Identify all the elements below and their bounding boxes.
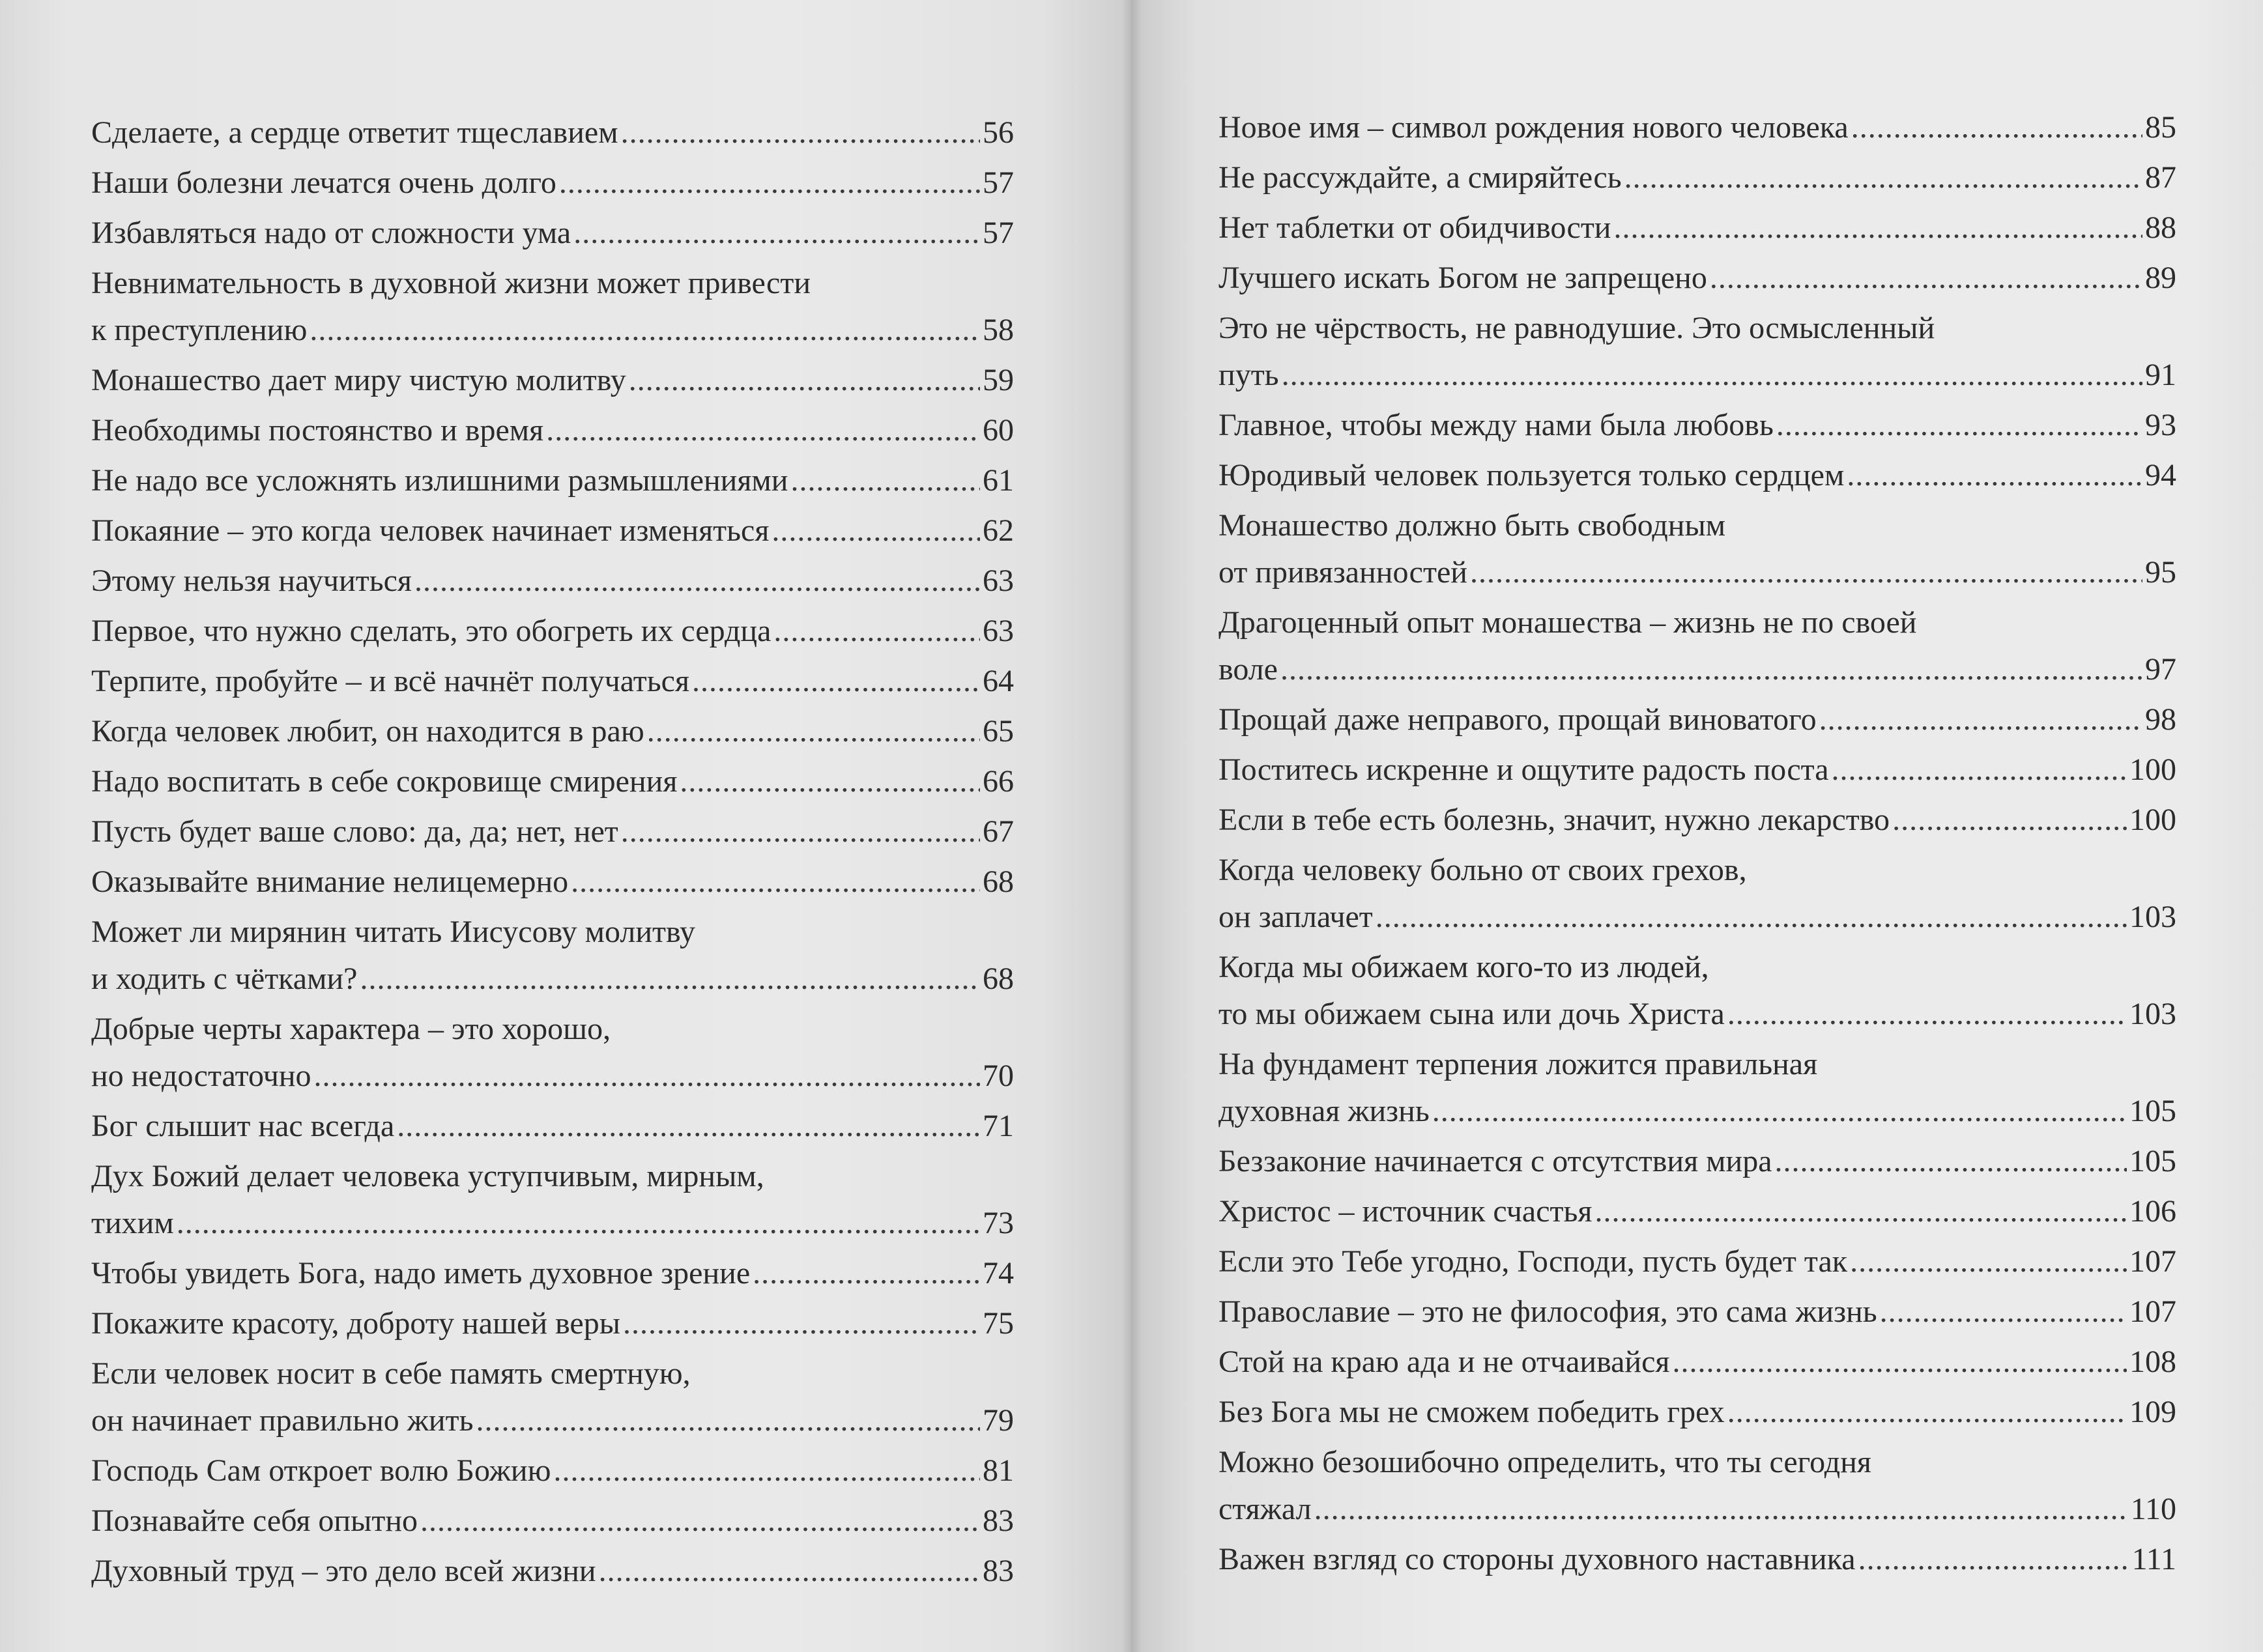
toc-entry-title-line1: Это не чёрствость, не равнодушие. Это осмысленный <box>1218 311 1935 345</box>
dot-leader <box>1819 696 2142 743</box>
toc-entry-page-number: 79 <box>983 1403 1014 1438</box>
toc-entry <box>91 758 1014 805</box>
dot-leader <box>1594 1188 2127 1235</box>
toc-entry-title: Поститесь искренне и ощутите радость поста <box>1218 752 1829 787</box>
toc-entry-page-number: 73 <box>983 1206 1014 1240</box>
toc-entry <box>91 109 1014 156</box>
toc-entry-title: Стой на краю ада и не отчаивайся <box>1218 1345 1670 1379</box>
toc-entry-title-line1: Может ли мирянин читать Иисусову молитву <box>91 915 695 949</box>
toc-entry-title: Покаяние – это когда человек начинает изменяться <box>91 513 770 548</box>
dot-leader <box>1376 894 2127 941</box>
toc-entry-title-line1: На фундамент терпения ложится правильная <box>1218 1047 1818 1081</box>
toc-entry-title: духовная жизнь <box>1218 1094 1430 1128</box>
toc-entry-page-number: 63 <box>983 614 1014 648</box>
toc-entry-page-number: 62 <box>983 513 1014 548</box>
toc-entry <box>91 1250 1014 1297</box>
toc-entry <box>1218 452 2176 499</box>
toc-entry-page-number: 107 <box>2129 1244 2176 1279</box>
toc-entry-page-number: 105 <box>2129 1144 2176 1178</box>
toc-entry <box>91 558 1014 605</box>
toc-entry <box>91 1498 1014 1545</box>
toc-entry <box>1218 1389 2176 1436</box>
toc-entry-page-number: 83 <box>983 1503 1014 1538</box>
toc-entry <box>1218 847 2176 941</box>
toc-entry-row <box>1218 1486 2176 1533</box>
toc-entry-page-number: 70 <box>983 1059 1014 1093</box>
toc-entry-title: Избавляться надо от сложности ума <box>91 216 571 250</box>
toc-entry-page-number: 59 <box>983 363 1014 397</box>
dot-leader <box>680 758 980 805</box>
dot-leader <box>1470 549 2142 596</box>
toc-entry-title-line1: Драгоценный опыт монашества – жизнь не по своей <box>1218 605 1917 640</box>
toc-entry-page-number: 63 <box>983 563 1014 598</box>
toc-entry-title-line1: Можно безошибочно определить, что ты сегодня <box>1218 1445 1871 1479</box>
toc-entry-page-number: 89 <box>2145 261 2176 295</box>
toc-entry-title: Не надо все усложнять излишними размышлениями <box>91 463 788 498</box>
dot-leader <box>1880 1289 2127 1335</box>
toc-entry-page-number: 100 <box>2129 752 2176 787</box>
toc-entry <box>1218 502 2176 596</box>
toc-entry-title: Юродивый человек пользуется только сердцем <box>1218 458 1845 492</box>
dot-leader <box>623 1300 980 1347</box>
toc-entry-title: Этому нельзя научиться <box>91 563 412 598</box>
dot-leader <box>1727 991 2127 1038</box>
dot-leader <box>1314 1486 2128 1533</box>
toc-entry-row <box>91 1200 1014 1247</box>
dot-leader <box>310 307 980 354</box>
dot-leader <box>629 357 980 404</box>
toc-list-left <box>91 109 1014 1598</box>
dot-leader <box>1282 352 2142 399</box>
toc-entry-page-number: 97 <box>2145 652 2176 687</box>
toc-entry-row <box>1218 352 2176 399</box>
toc-entry <box>91 1350 1014 1444</box>
toc-entry <box>91 1006 1014 1100</box>
toc-entry-title: Если это Тебе угодно, Господи, пусть будет так <box>1218 1244 1848 1279</box>
toc-entry <box>1218 1238 2176 1285</box>
dot-leader <box>790 457 980 504</box>
dot-leader <box>771 507 980 554</box>
toc-entry-page-number: 100 <box>2129 803 2176 837</box>
toc-entry <box>91 160 1014 206</box>
book-gutter <box>1122 0 1142 1652</box>
toc-entry-page-number: 56 <box>983 115 1014 150</box>
dot-leader <box>1613 205 2142 251</box>
toc-entry <box>91 708 1014 755</box>
toc-entry-title: Главное, чтобы между нами была любовь <box>1218 408 1774 442</box>
toc-entry-title: Не рассуждайте, а смиряйтесь <box>1218 160 1622 195</box>
toc-entry-title: Надо воспитать в себе сокровище смирения <box>91 764 678 799</box>
toc-entry-page-number: 81 <box>983 1453 1014 1488</box>
toc-entry-page-number: 85 <box>2145 110 2176 145</box>
dot-leader <box>573 210 980 257</box>
toc-entry-row <box>1218 991 2176 1038</box>
dot-leader <box>559 160 980 206</box>
toc-entry <box>91 1300 1014 1347</box>
toc-entry <box>1218 599 2176 693</box>
toc-entry <box>1218 1536 2176 1583</box>
toc-entry <box>1218 402 2176 449</box>
toc-entry <box>91 859 1014 905</box>
toc-entry-page-number: 83 <box>983 1554 1014 1588</box>
toc-entry-page-number: 58 <box>983 313 1014 347</box>
dot-leader <box>414 558 980 605</box>
toc-entry <box>91 210 1014 257</box>
toc-entry <box>91 407 1014 454</box>
toc-entry-row <box>91 307 1014 354</box>
dot-leader <box>1672 1339 2127 1386</box>
toc-entry-title: Бог слышит нас всегда <box>91 1109 395 1143</box>
toc-entry-title: к преступлению <box>91 313 308 347</box>
toc-entry <box>91 1447 1014 1494</box>
toc-list-right <box>1218 104 2176 1586</box>
toc-entry-title: Оказывайте внимание нелицемерно <box>91 864 569 899</box>
dot-leader <box>621 808 980 855</box>
dot-leader <box>476 1397 980 1444</box>
dot-leader <box>397 1103 980 1150</box>
dot-leader <box>1832 747 2127 793</box>
toc-entry <box>1218 255 2176 302</box>
dot-leader <box>1432 1088 2127 1135</box>
toc-entry-title: Важен взгляд со стороны духовного наставника <box>1218 1542 1856 1576</box>
toc-entry-title: Христос – источник счастья <box>1218 1194 1593 1229</box>
toc-entry <box>91 608 1014 655</box>
dot-leader <box>1851 104 2142 151</box>
toc-entry <box>91 808 1014 855</box>
toc-entry-title: Чтобы увидеть Бога, надо иметь духовное зрение <box>91 1256 751 1290</box>
dot-leader <box>1858 1536 2129 1583</box>
toc-entry-row <box>1218 646 2176 693</box>
dot-leader <box>420 1498 980 1545</box>
dot-leader <box>599 1548 980 1595</box>
toc-entry-title: Новое имя – символ рождения нового человека <box>1218 110 1849 145</box>
toc-entry-page-number: 67 <box>983 814 1014 849</box>
toc-entry-title: Если в тебе есть болезнь, значит, нужно лекарство <box>1218 803 1890 837</box>
dot-leader <box>773 608 980 655</box>
toc-entry-page-number: 74 <box>983 1256 1014 1290</box>
dot-leader <box>1776 402 2142 449</box>
toc-entry <box>91 1103 1014 1150</box>
toc-entry-title: Без Бога мы не сможем победить грех <box>1218 1395 1725 1429</box>
toc-entry-page-number: 109 <box>2129 1395 2176 1429</box>
toc-entry-title: Беззаконие начинается с отсутствия мира <box>1218 1144 1772 1178</box>
dot-leader <box>571 859 980 905</box>
dot-leader <box>1280 646 2142 693</box>
toc-entry-page-number: 98 <box>2145 702 2176 737</box>
toc-entry-page-number: 88 <box>2145 210 2176 245</box>
toc-entry-title: Терпите, пробуйте – и всё начнёт получаться <box>91 664 690 698</box>
toc-entry-page-number: 107 <box>2129 1294 2176 1329</box>
toc-entry-title: Когда человек любит, он находится в раю <box>91 714 644 748</box>
toc-entry <box>1218 797 2176 844</box>
toc-entry <box>1218 747 2176 793</box>
toc-entry-title-line1: Невнимательность в духовной жизни может привести <box>91 266 811 300</box>
toc-entry-title: Познавайте себя опытно <box>91 1503 418 1538</box>
dot-leader <box>1775 1138 2127 1185</box>
toc-entry-title: Монашество дает миру чистую молитву <box>91 363 626 397</box>
toc-entry-title: Первое, что нужно сделать, это обогреть их сердца <box>91 614 771 648</box>
dot-leader <box>1727 1389 2127 1436</box>
toc-entry <box>1218 944 2176 1038</box>
dot-leader <box>177 1200 980 1247</box>
toc-entry-page-number: 91 <box>2145 358 2176 392</box>
toc-entry-title-line1: Монашество должно быть свободным <box>1218 508 1726 543</box>
toc-entry-title-line1: Дух Божий делает человека уступчивым, мирным, <box>91 1159 764 1193</box>
toc-entry <box>1218 305 2176 399</box>
toc-entry <box>91 457 1014 504</box>
toc-entry-title: тихим <box>91 1206 174 1240</box>
toc-entry-page-number: 103 <box>2129 900 2176 934</box>
toc-entry-page-number: 66 <box>983 764 1014 799</box>
toc-entry-title: Покажите красоту, доброту нашей веры <box>91 1306 620 1341</box>
toc-entry-title-line1: Когда человеку больно от своих грехов, <box>1218 853 1747 887</box>
toc-entry-title: Необходимы постоянство и время <box>91 413 544 448</box>
dot-leader <box>360 956 980 1003</box>
toc-entry-title: Пусть будет ваше слово: да, да; нет, нет <box>91 814 618 849</box>
toc-entry-title: и ходить с чётками? <box>91 961 358 996</box>
toc-entry-page-number: 64 <box>983 664 1014 698</box>
toc-entry <box>1218 1439 2176 1533</box>
toc-entry-page-number: 93 <box>2145 408 2176 442</box>
toc-entry-row <box>1218 894 2176 941</box>
toc-entry-title: воле <box>1218 652 1278 687</box>
toc-entry-page-number: 60 <box>983 413 1014 448</box>
toc-entry-page-number: 87 <box>2145 160 2176 195</box>
dot-leader <box>1850 1238 2127 1285</box>
toc-entry <box>1218 205 2176 251</box>
toc-entry-page-number: 94 <box>2145 458 2176 492</box>
toc-entry-title: Наши болезни лечатся очень долго <box>91 165 556 200</box>
toc-entry-title: Нет таблетки от обидчивости <box>1218 210 1611 245</box>
dot-leader <box>621 109 980 156</box>
toc-entry-page-number: 108 <box>2129 1345 2176 1379</box>
toc-entry-page-number: 103 <box>2129 997 2176 1031</box>
toc-entry-row <box>91 1053 1014 1100</box>
toc-entry <box>1218 1188 2176 1235</box>
dot-leader <box>1847 452 2142 499</box>
toc-entry-row <box>91 956 1014 1003</box>
toc-entry <box>1218 1138 2176 1185</box>
toc-entry-title: Духовный труд – это дело всей жизни <box>91 1554 596 1588</box>
toc-entry <box>1218 154 2176 201</box>
toc-entry-title-line1: Добрые черты характера – это хорошо, <box>91 1012 611 1046</box>
toc-entry-page-number: 106 <box>2129 1194 2176 1229</box>
toc-entry <box>1218 104 2176 151</box>
toc-entry-page-number: 95 <box>2145 555 2176 590</box>
dot-leader <box>553 1447 980 1494</box>
toc-entry-title: от привязанностей <box>1218 555 1467 590</box>
toc-entry-page-number: 57 <box>983 216 1014 250</box>
toc-entry <box>91 507 1014 554</box>
toc-entry-title-line1: Если человек носит в себе память смертную, <box>91 1356 691 1391</box>
toc-entry-title: стяжал <box>1218 1492 1312 1526</box>
toc-entry-title: он начинает правильно жить <box>91 1403 474 1438</box>
dot-leader <box>546 407 980 454</box>
toc-entry <box>1218 1339 2176 1386</box>
dot-leader <box>692 658 980 705</box>
toc-entry-title: Сделаете, а сердце ответит тщеславием <box>91 115 618 150</box>
toc-entry <box>1218 1289 2176 1335</box>
toc-entry <box>91 357 1014 404</box>
toc-entry-page-number: 110 <box>2130 1492 2176 1526</box>
toc-entry <box>91 1153 1014 1247</box>
toc-entry-title: он заплачет <box>1218 900 1373 934</box>
dot-leader <box>1710 255 2142 302</box>
dot-leader <box>1892 797 2127 844</box>
toc-entry <box>91 1548 1014 1595</box>
toc-entry-page-number: 105 <box>2129 1094 2176 1128</box>
toc-entry-page-number: 68 <box>983 961 1014 996</box>
toc-entry-title: но недостаточно <box>91 1059 311 1093</box>
left-page <box>0 0 1131 1652</box>
toc-entry <box>91 909 1014 1003</box>
toc-entry-title-line1: Когда мы обижаем кого-то из людей, <box>1218 950 1709 984</box>
toc-entry-title: Лучшего искать Богом не запрещено <box>1218 261 1707 295</box>
toc-entry-title: Прощай даже неправого, прощай виноватого <box>1218 702 1817 737</box>
toc-entry <box>91 658 1014 705</box>
toc-entry-title: то мы обижаем сына или дочь Христа <box>1218 997 1725 1031</box>
toc-entry-page-number: 61 <box>983 463 1014 498</box>
toc-entry-title: путь <box>1218 358 1279 392</box>
toc-entry-title: Православие – это не философия, это сама жизнь <box>1218 1294 1877 1329</box>
dot-leader <box>1624 154 2142 201</box>
toc-entry-page-number: 68 <box>983 864 1014 899</box>
toc-entry-row <box>1218 1088 2176 1135</box>
toc-entry-row <box>91 1397 1014 1444</box>
toc-entry-row <box>1218 549 2176 596</box>
right-page <box>1131 0 2263 1652</box>
dot-leader <box>753 1250 980 1297</box>
toc-entry-page-number: 65 <box>983 714 1014 748</box>
toc-entry-page-number: 57 <box>983 165 1014 200</box>
toc-entry <box>1218 696 2176 743</box>
toc-entry-page-number: 71 <box>983 1109 1014 1143</box>
dot-leader <box>647 708 980 755</box>
toc-entry <box>1218 1041 2176 1135</box>
toc-entry-page-number: 75 <box>983 1306 1014 1341</box>
toc-entry <box>91 260 1014 354</box>
toc-entry-title: Господь Сам откроет волю Божию <box>91 1453 551 1488</box>
dot-leader <box>314 1053 980 1100</box>
toc-entry-page-number: 111 <box>2131 1542 2176 1576</box>
